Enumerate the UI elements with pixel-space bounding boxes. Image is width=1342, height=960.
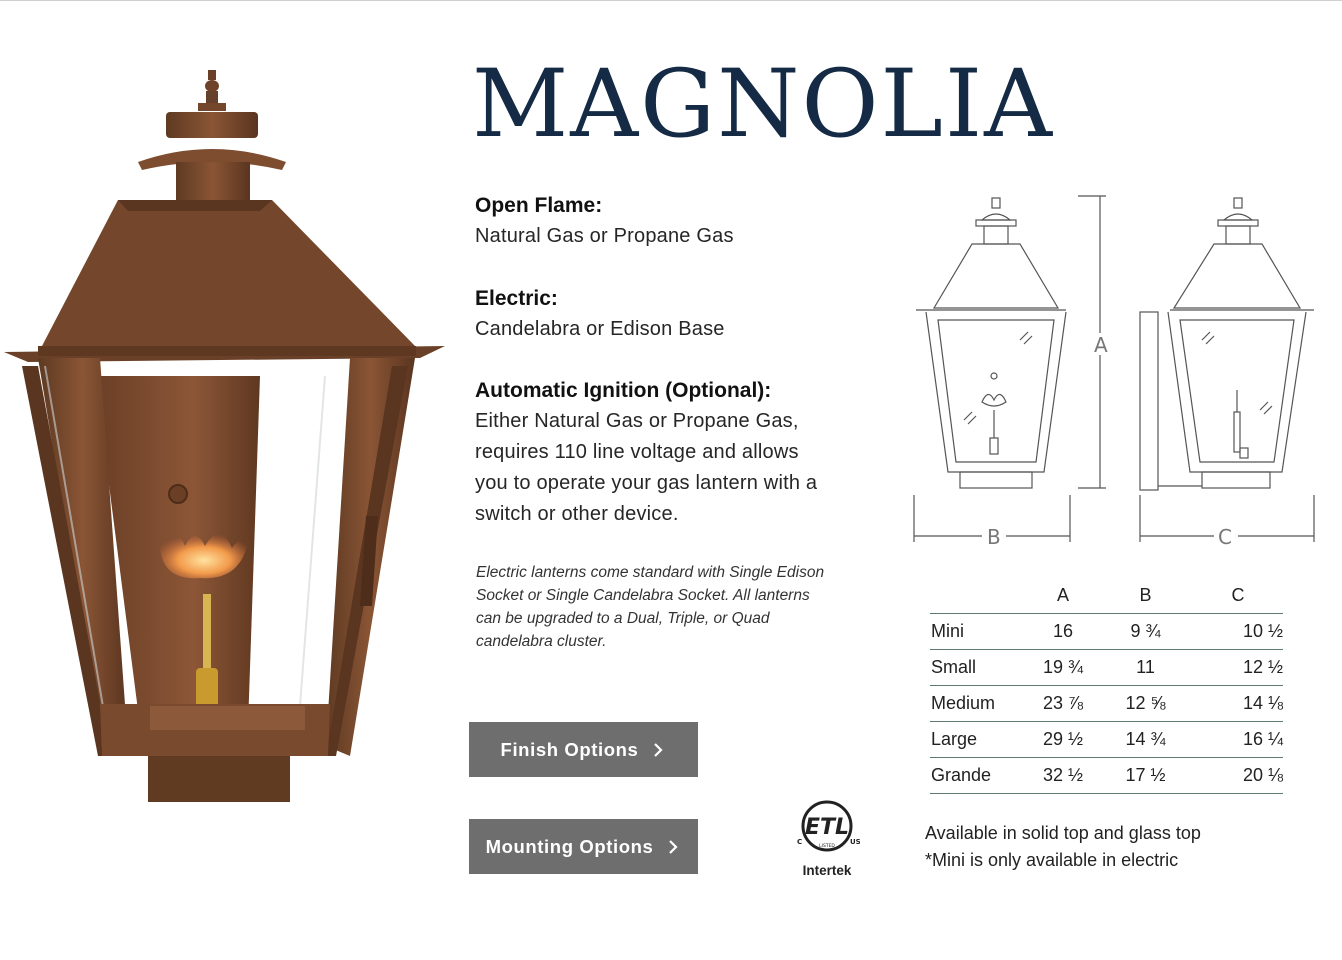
feature-text: Either Natural Gas or Propane Gas, requires 110 line voltage and allows you to operate your gas lantern with a switch or other device. bbox=[475, 410, 818, 526]
cell-size: Small bbox=[930, 650, 1028, 686]
cell-c: 16 ¼ bbox=[1193, 722, 1283, 758]
chevron-right-icon bbox=[665, 839, 681, 855]
dimension-diagram bbox=[908, 190, 1328, 555]
mounting-options-button[interactable] bbox=[469, 819, 698, 874]
feature-automatic-ignition bbox=[475, 376, 835, 530]
feature-heading: Automatic Ignition (Optional): bbox=[475, 379, 772, 402]
etl-mark: ETL bbox=[804, 815, 850, 840]
finish-options-label: Finish Options bbox=[500, 738, 639, 760]
table-row bbox=[930, 650, 1283, 686]
cell-size: Large bbox=[930, 722, 1028, 758]
etl-listed: LISTED bbox=[819, 844, 835, 849]
top-divider bbox=[0, 0, 1342, 1]
cell-a: 32 ½ bbox=[1028, 758, 1098, 794]
table-row bbox=[930, 758, 1283, 794]
etl-us: US bbox=[850, 838, 860, 846]
dimensions-table bbox=[930, 578, 1283, 794]
table-row bbox=[930, 722, 1283, 758]
table-row bbox=[930, 686, 1283, 722]
cell-b: 9 ¾ bbox=[1098, 614, 1193, 650]
col-header-c: C bbox=[1193, 578, 1283, 614]
feature-open-flame bbox=[475, 191, 855, 252]
dim-label-a: A bbox=[1094, 333, 1108, 357]
availability-line-2: *Mini is only available in electric bbox=[925, 850, 1179, 870]
cell-c: 12 ½ bbox=[1193, 650, 1283, 686]
feature-heading: Open Flame: bbox=[475, 194, 603, 217]
col-header-b: B bbox=[1098, 578, 1193, 614]
electric-note: Electric lanterns come standard with Single Edison Socket or Single Candelabra Socket. All lanterns can be upgraded to a Dual, Triple, or Quad candelabra cluster. bbox=[476, 564, 825, 650]
cell-a: 19 ¾ bbox=[1028, 650, 1098, 686]
feature-text: Candelabra or Edison Base bbox=[475, 318, 725, 341]
cell-b: 11 bbox=[1098, 650, 1193, 686]
cell-b: 17 ½ bbox=[1098, 758, 1193, 794]
table-header-row bbox=[930, 578, 1283, 614]
col-header-a: A bbox=[1028, 578, 1098, 614]
mounting-options-label: Mounting Options bbox=[485, 835, 654, 857]
availability-line-1: Available in solid top and glass top bbox=[925, 823, 1201, 843]
etl-logo-icon bbox=[794, 796, 860, 856]
cell-size: Mini bbox=[930, 614, 1028, 650]
availability-note bbox=[925, 820, 1201, 874]
cell-b: 12 ⅝ bbox=[1098, 686, 1193, 722]
cell-a: 16 bbox=[1028, 614, 1098, 650]
dim-label-b: B bbox=[987, 525, 1001, 549]
etl-c: C bbox=[797, 838, 803, 846]
cell-c: 14 ⅛ bbox=[1193, 686, 1283, 722]
cell-c: 20 ⅛ bbox=[1193, 758, 1283, 794]
table-row bbox=[930, 614, 1283, 650]
etl-certification bbox=[794, 796, 860, 878]
feature-text: Natural Gas or Propane Gas bbox=[475, 225, 734, 248]
cell-a: 23 ⅞ bbox=[1028, 686, 1098, 722]
product-title: MAGNOLIA bbox=[472, 50, 1054, 159]
cell-c: 10 ½ bbox=[1193, 614, 1283, 650]
feature-heading: Electric: bbox=[475, 287, 558, 310]
cell-a: 29 ½ bbox=[1028, 722, 1098, 758]
cert-label: Intertek bbox=[802, 863, 852, 878]
cell-size: Grande bbox=[930, 758, 1028, 794]
lantern-photo bbox=[0, 66, 450, 806]
col-header-size bbox=[930, 578, 1028, 614]
cell-size: Medium bbox=[930, 686, 1028, 722]
cell-b: 14 ¾ bbox=[1098, 722, 1193, 758]
finish-options-button[interactable] bbox=[469, 722, 698, 777]
dim-label-c: C bbox=[1218, 525, 1232, 549]
chevron-right-icon bbox=[650, 742, 666, 758]
feature-electric bbox=[475, 284, 855, 345]
